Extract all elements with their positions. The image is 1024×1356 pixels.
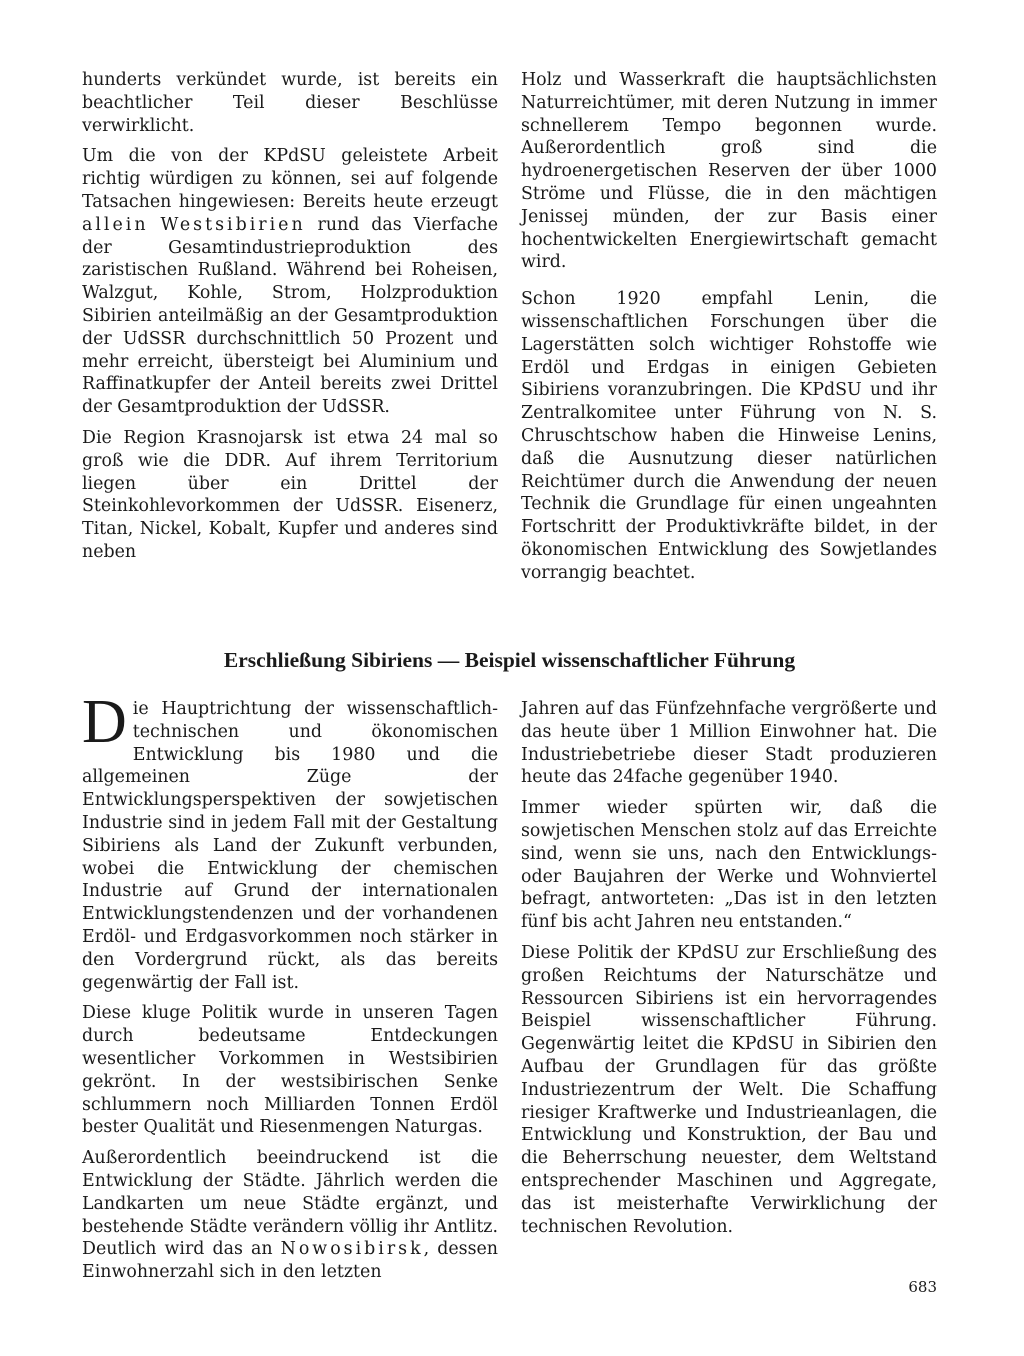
emphasized-text: allein — [82, 214, 149, 235]
section-heading: Erschließung Sibiriens — Beispiel wissenschaftlicher Führung — [223, 648, 796, 672]
paragraph: Diese Politik der KPdSU zur Erschließung des großen Reichtums der Naturschätze und Ressourcen Sibiriens ist ein hervorragendes Beispiel wissenschaftlicher Führung. Gegenwärtig leitet die KPdSU in Sibirien den Aufbau der Grundlagen für das größte Industriezentrum der Welt. Die Schaffung riesiger Kraftwerke und Industrieanlagen, die Entwicklung und Konstruktion, der Bau und die Beherrschung neuester, dem Weltstand entsprechender Maschinen und Aggregate, das ist meisterhafte Verwirklichung der technischen Revolution. — [521, 942, 937, 1237]
paragraph: Holz und Wasserkraft die hauptsächlichsten Naturreichtümer, mit deren Nutzung in immer schnellerem Tempo begonnen wurde. Außerordentlich groß sind die hydroenergetischen Reserven der über 1000 Ströme und Flüsse, die in den mächtigen Jenissej münden, der zur Basis einer hochentwickelten Energiewirtschaft gemacht wird. — [521, 70, 937, 273]
paragraph: Jahren auf das Fünfzehnfache vergrößerte und das heute über 1 Million Einwohner hat. Die Industriebetriebe dieser Stadt produzieren heute das 24fache gegenüber 1940. — [521, 699, 937, 788]
emphasized-text: Nowosibirsk — [280, 1239, 424, 1260]
top-left-column — [82, 69, 498, 564]
text-run: rund das Vierfache der Gesamtindustrieproduktion des zaristischen Rußland. Während bei Roheisen, Walzgut, Kohle, Strom, Holzproduktion Sibirien anteilmäßig an der Gesamtproduktion der UdSSR durchschnittlich 50 Prozent und mehr erreicht, übersteigt bei Aluminium und Raffinatkupfer der Anteil bereits zwei Drittel der Gesamtproduktion der UdSSR. — [82, 214, 499, 418]
text-run — [149, 215, 161, 235]
paragraph: hunderts verkündet wurde, ist bereits ein beachtlicher Teil dieser Beschlüsse verwirklicht. — [82, 70, 498, 136]
top-right-column — [521, 69, 937, 585]
paragraph — [82, 1147, 498, 1284]
text-run: Außerordentlich beeindruckend ist die Entwicklung der Städte. Jährlich werden die Landkarten um neue Städte ergänzt, und bestehende Städte verändern völlig ihr Antlitz. Deutlich wird das an — [82, 1148, 498, 1260]
bottom-left-column — [82, 688, 498, 1284]
paragraph — [82, 145, 498, 419]
paragraph — [82, 688, 498, 994]
paragraph: Die Region Krasnojarsk ist etwa 24 mal so groß wie die DDR. Auf ihrem Territorium liegen über ein Drittel der Steinkohlevorkommen der UdSSR. Eisenerz, Titan, Nickel, Kobalt, Kupfer und anderes sind neben — [82, 427, 498, 562]
text-run: Um die von der KPdSU geleistete Arbeit richtig würdigen zu können, sei auf folgende Tatsachen hingewiesen: Bereits heute erzeugt — [82, 146, 498, 212]
emphasized-text: Westsibirien — [160, 214, 306, 235]
paragraph: Diese kluge Politik wurde in unseren Tagen durch bedeutsame Entdeckungen wesentlicher Vorkommen in Westsibirien gekrönt. In der westsibirischen Senke schlummern noch Milliarden Tonnen Erdöl bester Qualität und Riesenmengen Naturgas. — [82, 1003, 498, 1138]
paragraph: Immer wieder spürten wir, daß die sowjetischen Menschen stolz auf das Erreichte sind, wenn sie uns, nach den Entwicklungs- oder Baujahren der Werke und Wohnviertel befragt, antworteten: „Das ist in den letzten fünf bis acht Jahren neu entstanden.“ — [521, 798, 937, 933]
drop-cap: D — [82, 688, 127, 756]
bottom-right-column — [521, 698, 937, 1238]
page-number: 683 — [908, 1278, 937, 1296]
text-run: , dessen Einwohnerzahl sich in den letzten — [82, 1239, 498, 1283]
text-run: ie Hauptrichtung der wissenschaftlich-technischen und ökonomischen Entwicklung bis 1980 und die allgemeinen Züge der Entwicklungsperspektiven der sowjetischen Industrie sind in jedem Fall mit der Gestaltung Sibiriens als Land der Zukunft verbunden, wobei die Entwicklung der chemischen Industrie auf Grund der internationalen Entwicklungstendenzen und der vorhandenen Erdöl- und Erdgasvorkommen noch stärker in den Vordergrund rückt, als das bereits gegenwärtig der Fall ist. — [82, 699, 498, 993]
paragraph: Schon 1920 empfahl Lenin, die wissenschaftlichen Forschungen über die Lagerstätten solch wichtiger Rohstoffe wie Erdöl und Erdgas in einigen Gebieten Sibiriens voranzubringen. Die KPdSU und ihr Zentralkomitee unter Führung von N. S. Chruschtschow haben die Hinweise Lenins, daß die Ausnutzung dieser natürlichen Reichtümer durch die Anwendung der neuen Technik die Grundlage für einen ungeahnten Fortschritt der Produktivkräfte bildet, in der ökonomischen Entwicklung des Sowjetlandes vorrangig beachtet. — [521, 289, 937, 583]
